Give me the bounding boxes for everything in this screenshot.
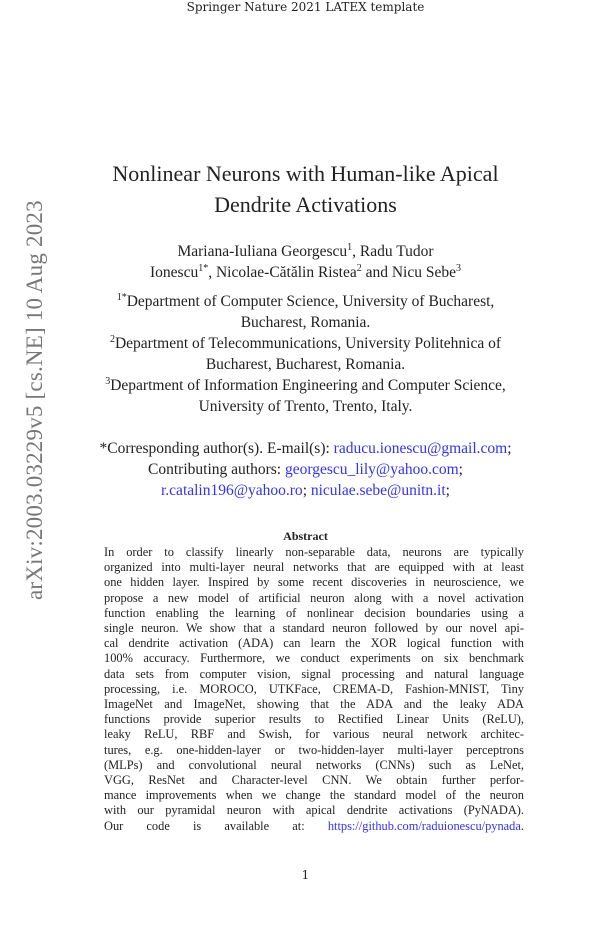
abstract-line: one hidden layer. Inspired by some recent discoveries in neuroscience, we bbox=[104, 575, 524, 590]
abstract-line: VGG, ResNet and Character-level CNN. We obtain further perfor- bbox=[104, 773, 524, 788]
abstract-line: with our pyramidal neuron with apical dendrite activations (PyNADA). bbox=[104, 803, 524, 818]
abstract-line: tures, e.g. one-hidden-layer or two-hidden-layer multi-layer perceptrons bbox=[104, 742, 524, 757]
author-name: and Nicu Sebe bbox=[361, 264, 456, 281]
running-header: Springer Nature 2021 LATEX template bbox=[186, 0, 425, 14]
page-number: 1 bbox=[301, 868, 310, 882]
author-name: Mariana-Iuliana Georgescu bbox=[177, 243, 348, 260]
abstract-line: (MLPs) and convolutional neural networks (CNNs) such as LeNet, bbox=[104, 757, 524, 772]
abstract-line: leaky ReLU, RBF and Swish, for various neural network architec- bbox=[104, 727, 524, 742]
email-link[interactable]: niculae.sebe@unitn.it bbox=[310, 482, 446, 499]
email-link[interactable]: raducu.ionescu@gmail.com bbox=[333, 440, 508, 457]
affil-mark: 3 bbox=[455, 262, 461, 274]
abstract-line: functions provide superior results to Rectified Linear Units (ReLU), bbox=[104, 712, 524, 727]
paper-title bbox=[0, 158, 611, 220]
affiliations bbox=[0, 291, 611, 417]
abstract-line: function enabling the learning of nonlinear decision boundaries using a bbox=[104, 605, 524, 620]
email-link[interactable]: georgescu_lily@yahoo.com bbox=[284, 461, 459, 478]
abstract-line: data sets from computer vision, signal processing and natural language bbox=[104, 666, 524, 681]
author-name: , Radu Tudor bbox=[352, 243, 434, 260]
affiliation: $^2$Department of Telecommunications, University Politehnica of Bucharest, Bucharest, Romania. bbox=[109, 333, 502, 373]
affil-mark: 2 bbox=[356, 262, 362, 274]
affil-mark: 1* bbox=[198, 262, 209, 274]
abstract-line: cal dendrite activation (ADA) can learn the XOR logical function with bbox=[104, 636, 524, 651]
abstract-line: Our code is available at: https://github.com/raduionescu/pynada. bbox=[104, 818, 524, 833]
arxiv-identifier: arXiv:2003.03229v5 [cs.NE] 10 Aug 2023 bbox=[22, 200, 47, 600]
code-link[interactable]: https://github.com/raduionescu/pynada bbox=[327, 818, 521, 833]
abstract-heading: Abstract bbox=[283, 529, 328, 543]
title-line: Nonlinear Neurons with Human-like Apical bbox=[112, 161, 499, 186]
email-link[interactable]: r.catalin196@yahoo.ro bbox=[161, 482, 303, 499]
author-name: , Nicolae-Cătălin Ristea bbox=[208, 264, 357, 281]
abstract-line: single neuron. We show that a standard neuron followed by our novel api- bbox=[104, 621, 524, 636]
abstract-body bbox=[104, 545, 524, 834]
affiliation: $^3$Department of Information Engineering and Computer Science, University of Trento, Trento, Italy. bbox=[105, 375, 506, 415]
author-list bbox=[0, 241, 611, 283]
author-name: Ionescu bbox=[150, 264, 199, 281]
contact-info: *Corresponding author(s). E-mail(s): raducu.ionescu@gmail.com; Contributing authors: georgescu_lily@yahoo.com; r.catalin196@yahoo.ro; niculae.sebe@unitn.it; bbox=[99, 440, 512, 499]
abstract-line: processing, i.e. MOROCO, UTKFace, CREMA-D, Fashion-MNIST, Tiny bbox=[104, 681, 524, 696]
title-line: Dendrite Activations bbox=[214, 192, 397, 217]
abstract-line: organized into multi-layer neural networks that are equipped with at least bbox=[104, 560, 524, 575]
abstract-line: In order to classify linearly non-separable data, neurons are typically bbox=[104, 545, 524, 559]
abstract-line: ImageNet and ImageNet, showing that the ADA and the leaky ADA bbox=[104, 697, 524, 712]
affil-mark: 1 bbox=[347, 241, 353, 253]
abstract-line: 100% accuracy. Furthermore, we conduct experiments on six benchmark bbox=[104, 651, 524, 666]
affiliation: $^{1*}$Department of Computer Science, University of Bucharest, Bucharest, Romania. bbox=[116, 291, 495, 331]
abstract-line: mance improvements when we change the standard model of the neuron bbox=[104, 788, 524, 803]
abstract-line: propose a new model of artificial neuron along with a novel activation bbox=[104, 590, 524, 605]
